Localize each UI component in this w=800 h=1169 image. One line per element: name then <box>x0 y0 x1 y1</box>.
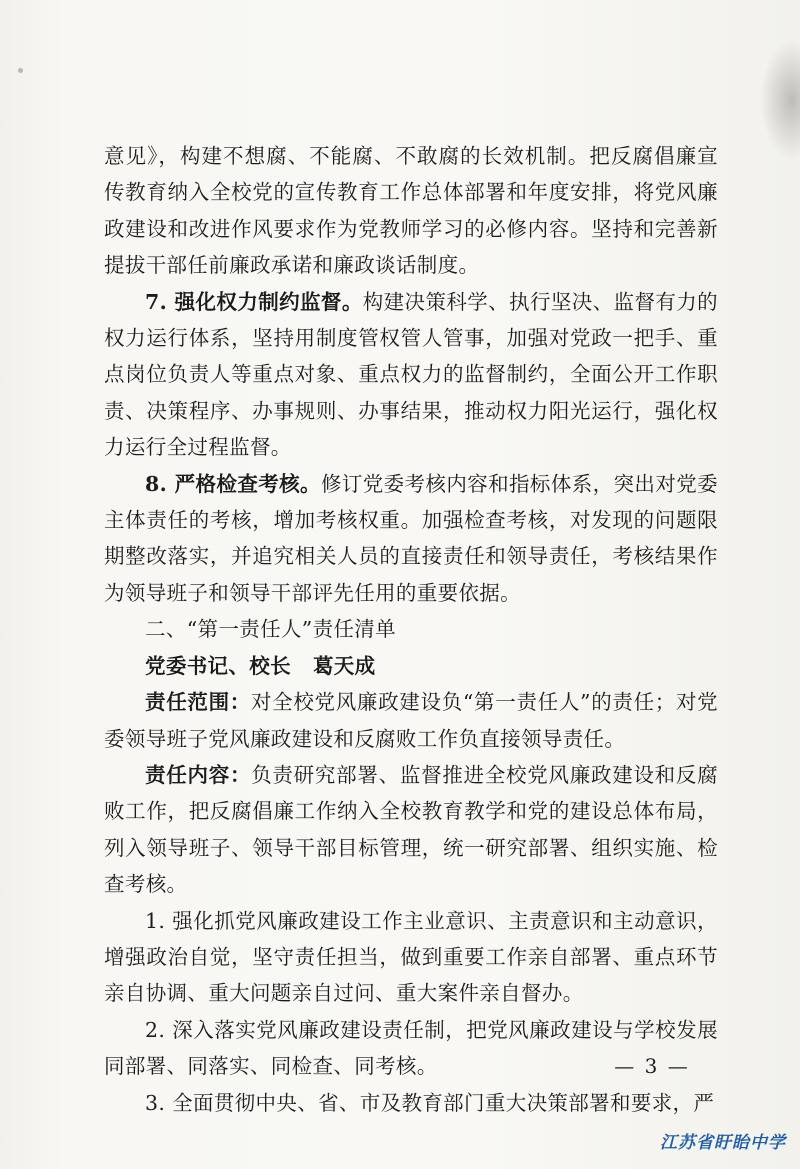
content-label: 责任内容： <box>145 762 252 787</box>
list-item: 2. 深入落实党风廉政建设责任制，把党风廉政建设与学校发展同部署、同落实、同检查、同考核。 <box>104 1017 718 1079</box>
item-7-text: 构建决策科学、执行坚决、监督有力的权力运行体系，坚持用制度管权管人管事，加强对党政一把手、重点岗位负责人等重点对象、重点权力的监督制约，全面公开工作职责、决策程序、办事规则、办事结果，推动权力阳光运行，强化权力运行全过程监督。 <box>104 289 718 460</box>
page-number: — 3 — <box>614 1054 690 1078</box>
scope-text: 对全校党风廉政建设负“第一责任人”的责任；对党委领导班子党风廉政建设和反腐败工作负直接领导责任。 <box>104 690 719 751</box>
scan-dot <box>18 68 23 73</box>
person-name: 葛天成 <box>312 653 376 678</box>
paragraph-text: 意见》，构建不想腐、不能腐、不敢腐的长效机制。把反腐倡廉宣传教育纳入全校党的宣传教育工作总体部署和年度安排，将党风廉政建设和改进作风要求作为党教师学习的必修内容。坚持和完善新提拔干部任前廉政承诺和廉政谈话制度。 <box>104 144 718 278</box>
document-body <box>104 138 718 1121</box>
paragraph-item-8 <box>104 466 718 612</box>
responsibility-content <box>104 757 718 903</box>
item-8-text: 修订党委考核内容和指标体系，突出对党委主体责任的考核，增加考核权重。加强检查考核，对发现的问题限期整改落实，并追究相关人员的直接责任和领导责任，考核结果作为领导班子和领导干部评先任用的重要依据。 <box>104 471 718 605</box>
person-title: 党委书记、校长 <box>145 653 291 678</box>
content-text: 负责研究部署、监督推进全校党风廉政建设和反腐败工作，把反腐倡廉工作纳入全校教育教学和党的建设总体布局，列入领导班子、领导干部目标管理，统一研究部署、组织实施、检查考核。 <box>104 762 719 897</box>
list-item: 3. 全面贯彻中央、省、市及教育部门重大决策部署和要求，严 <box>145 1090 715 1115</box>
paragraph-item-7 <box>104 284 718 466</box>
responsibility-scope <box>104 684 718 757</box>
section-heading: 二、“第一责任人”责任清单 <box>145 617 397 642</box>
item-8-heading: 8. 严格检查考核。 <box>145 471 321 496</box>
paragraph-continuation <box>104 138 718 284</box>
scope-label: 责任范围： <box>145 690 251 715</box>
responsible-person <box>104 648 718 684</box>
item-7-heading: 7. 强化权力制约监督。 <box>145 289 363 314</box>
scan-shadow <box>760 40 800 160</box>
list-item: 1. 强化抓党风廉政建设工作主业意识、主责意识和主动意识，增强政治自觉，坚守责任担当，做到重要工作亲自部署、重点环节亲自协调、重大问题亲自过问、重大案件亲自督办。 <box>104 908 718 1006</box>
school-watermark: 江苏省盱眙中学 <box>660 1133 786 1153</box>
